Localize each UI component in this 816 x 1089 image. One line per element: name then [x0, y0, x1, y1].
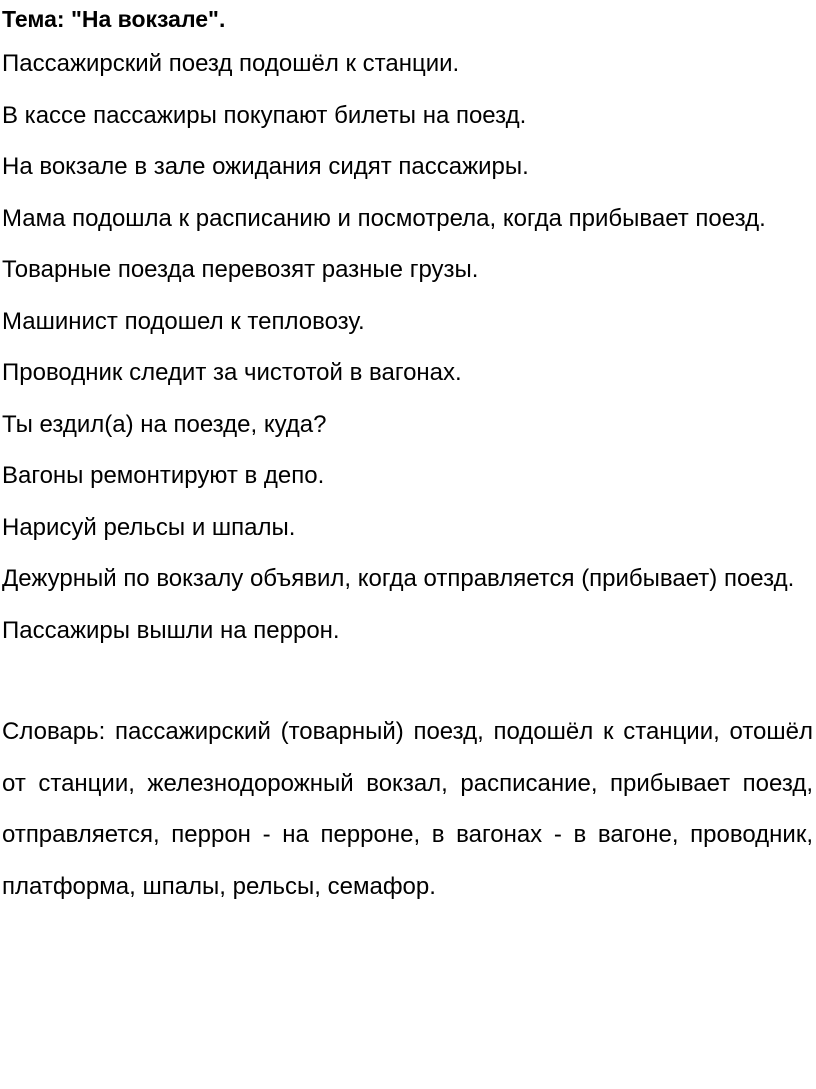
sentence-line: Дежурный по вокзалу объявил, когда отправляется (прибывает) поезд.: [2, 565, 795, 592]
paragraph-spacer: [2, 656, 813, 708]
sentence-line: Товарные поезда перевозят разные грузы.: [2, 256, 479, 283]
sentence-line: На вокзале в зале ожидания сидят пассажиры.: [2, 153, 529, 180]
sentence-line: Ты ездил(а) на поезде, куда?: [2, 410, 327, 438]
sentence-line: Пассажирский поезд подошёл к станции.: [2, 50, 460, 77]
sentence-list: [2, 38, 813, 656]
document-title: Тема: "На вокзале".: [2, 6, 226, 32]
sentence-line: Мама подошла к расписанию и посмотрела, когда прибывает поезд.: [2, 204, 766, 232]
document-page: [2, 0, 813, 912]
sentence-line: Нарисуй рельсы и шпалы.: [2, 513, 296, 541]
sentence-line: Пассажиры вышли на перрон.: [2, 616, 340, 644]
vocabulary-paragraph: Словарь: пассажирский (товарный) поезд, подошёл к станции, отошёл от станции, железнодорожный вокзал, расписание, прибывает поезд, отправляется, перрон - на перроне, в вагонах - в вагоне, проводник, платформа, шпалы, рельсы, семафор.: [2, 718, 813, 900]
sentence-line: Машинист подошел к тепловозу.: [2, 307, 365, 335]
sentence-line: В кассе пассажиры покупают билеты на поезд.: [2, 101, 527, 129]
sentence-line: Проводник следит за чистотой в вагонах.: [2, 359, 462, 386]
sentence-line: Вагоны ремонтируют в депо.: [2, 462, 325, 489]
